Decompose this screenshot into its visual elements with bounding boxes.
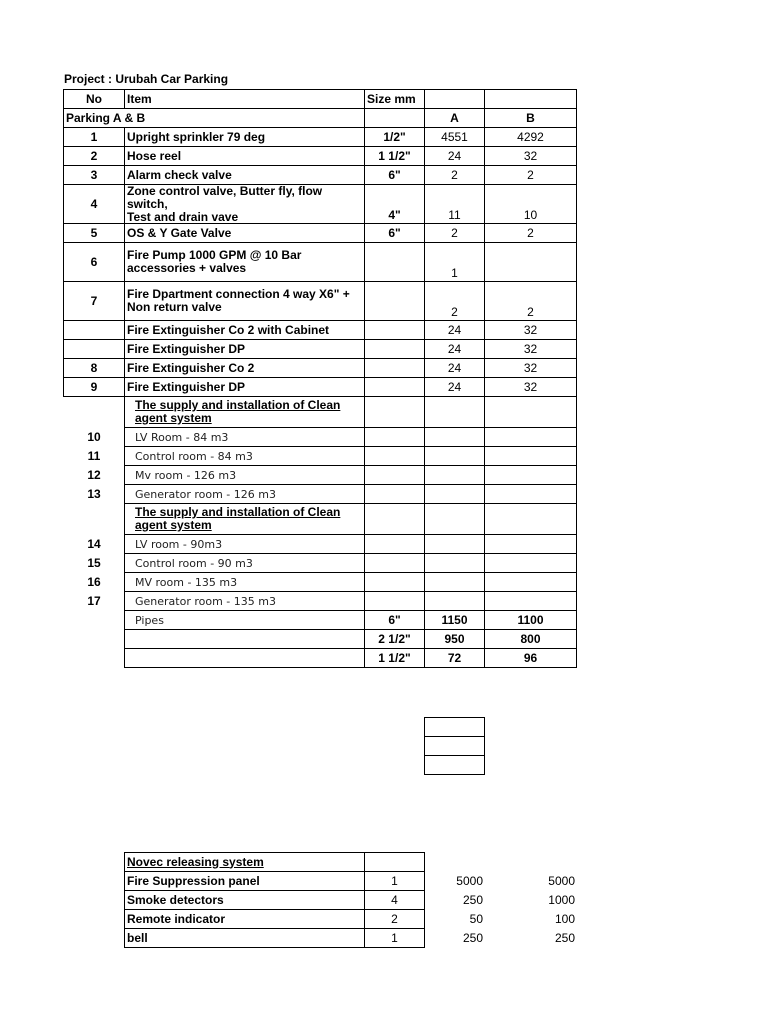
row-item: Fire Extinguisher Co 2 [124, 358, 365, 378]
novec-a: 250 [462, 892, 483, 907]
row-a [424, 446, 485, 466]
row-size: 1 1/2" [364, 146, 425, 166]
row-a: 2 [424, 165, 485, 185]
novec-qty: 2 [364, 909, 425, 929]
empty-box-cell [424, 755, 485, 775]
subheader-size [364, 108, 425, 128]
column-b-label: B [484, 108, 577, 128]
row-b [484, 591, 577, 611]
pipes-a: 950 [424, 629, 485, 649]
row-no: 13 [87, 486, 101, 501]
row-a [424, 484, 485, 504]
row-b: 32 [484, 358, 577, 378]
row-no: 3 [63, 165, 125, 185]
row-b [484, 484, 577, 504]
row-b [484, 465, 577, 485]
row-size [364, 377, 425, 397]
row-no: 8 [63, 358, 125, 378]
row-size [364, 572, 425, 592]
row-no: 2 [63, 146, 125, 166]
row-a: 24 [424, 320, 485, 340]
header-item: Item [124, 89, 365, 109]
row-a [424, 553, 485, 573]
row-size [364, 242, 425, 282]
row-b: 32 [484, 377, 577, 397]
row-size [364, 484, 425, 504]
clean-agent-2-heading: The supply and installation of Clean agent system [124, 503, 365, 535]
row-b: 10 [484, 184, 577, 224]
empty-box-cell [424, 736, 485, 756]
row-size [364, 591, 425, 611]
header-a [424, 89, 485, 109]
clean-agent-1-b [484, 396, 577, 428]
parking-label: Parking A & B [63, 108, 365, 128]
row-a [424, 572, 485, 592]
novec-b: 250 [554, 930, 575, 945]
row-b [484, 534, 577, 554]
row-size: 6" [364, 165, 425, 185]
row-item: Mv room - 126 m3 [124, 465, 365, 485]
row-item: Upright sprinkler 79 deg [124, 127, 365, 147]
row-a: 24 [424, 339, 485, 359]
column-a-label: A [424, 108, 485, 128]
row-size: 1/2" [364, 127, 425, 147]
header-size: Size mm [364, 89, 425, 109]
row-item: MV room - 135 m3 [124, 572, 365, 592]
row-b: 2 [484, 223, 577, 243]
row-b: 32 [484, 320, 577, 340]
row-no: 14 [87, 536, 101, 551]
pipes-b: 800 [484, 629, 577, 649]
novec-b: 5000 [548, 873, 575, 888]
pipes-b: 1100 [484, 610, 577, 630]
row-size [364, 465, 425, 485]
row-item: Control room - 90 m3 [124, 553, 365, 573]
row-no: 12 [87, 467, 101, 482]
row-size: 4" [364, 184, 425, 224]
row-b: 2 [484, 281, 577, 321]
row-item: LV room - 90m3 [124, 534, 365, 554]
row-no: 11 [87, 448, 101, 463]
row-size [364, 534, 425, 554]
row-item: Generator room - 135 m3 [124, 591, 365, 611]
row-a: 2 [424, 223, 485, 243]
row-a: 24 [424, 146, 485, 166]
row-b [484, 446, 577, 466]
novec-a: 5000 [456, 873, 483, 888]
row-item: Control room - 84 m3 [124, 446, 365, 466]
pipes-b: 96 [484, 648, 577, 668]
project-title: Project : Urubah Car Parking [64, 72, 229, 86]
clean-agent-1-a [424, 396, 485, 428]
row-size [364, 427, 425, 447]
row-b: 2 [484, 165, 577, 185]
row-b [484, 427, 577, 447]
row-item: Hose reel [124, 146, 365, 166]
row-size [364, 320, 425, 340]
row-a [424, 534, 485, 554]
pipes-size: 6" [364, 610, 425, 630]
row-a: 2 [424, 281, 485, 321]
novec-item: Remote indicator [124, 909, 365, 929]
row-item: Fire Dpartment connection 4 way X6" + Non return valve [124, 281, 365, 321]
row-item: Zone control valve, Butter fly, flow switch, Test and drain vave [124, 184, 365, 224]
pipes-a: 72 [424, 648, 485, 668]
row-b: 32 [484, 339, 577, 359]
clean-agent-2-size [364, 503, 425, 535]
row-size [364, 339, 425, 359]
row-no [63, 339, 125, 359]
row-b: 4292 [484, 127, 577, 147]
clean-agent-2-b [484, 503, 577, 535]
row-no: 1 [63, 127, 125, 147]
row-size [364, 553, 425, 573]
row-a: 1 [424, 242, 485, 282]
row-no: 5 [63, 223, 125, 243]
pipes-item [124, 648, 365, 668]
clean-agent-2-a [424, 503, 485, 535]
row-b: 32 [484, 146, 577, 166]
clean-agent-1-size [364, 396, 425, 428]
row-b [484, 553, 577, 573]
row-item: Fire Extinguisher DP [124, 377, 365, 397]
row-item: Fire Pump 1000 GPM @ 10 Bar accessories + valves [124, 242, 365, 282]
row-no: 10 [87, 429, 101, 444]
row-no: 7 [63, 281, 125, 321]
novec-item: bell [124, 928, 365, 948]
row-no: 17 [87, 593, 101, 608]
novec-a: 50 [469, 911, 483, 926]
pipes-item [124, 629, 365, 649]
novec-qty-head [364, 852, 425, 872]
pipes-a: 1150 [424, 610, 485, 630]
row-no: 15 [87, 555, 101, 570]
row-a: 24 [424, 377, 485, 397]
row-no: 6 [63, 242, 125, 282]
pipes-item: Pipes [124, 610, 365, 630]
row-a [424, 465, 485, 485]
pipes-size: 1 1/2" [364, 648, 425, 668]
novec-item: Smoke detectors [124, 890, 365, 910]
novec-qty: 4 [364, 890, 425, 910]
novec-qty: 1 [364, 928, 425, 948]
row-size [364, 281, 425, 321]
row-item: LV Room - 84 m3 [124, 427, 365, 447]
row-a [424, 427, 485, 447]
row-size: 6" [364, 223, 425, 243]
novec-a: 250 [462, 930, 483, 945]
row-a: 24 [424, 358, 485, 378]
row-size [364, 446, 425, 466]
pipes-size: 2 1/2" [364, 629, 425, 649]
novec-b: 100 [554, 911, 575, 926]
row-item: Generator room - 126 m3 [124, 484, 365, 504]
row-b [484, 572, 577, 592]
row-a [424, 591, 485, 611]
header-no: No [63, 89, 125, 109]
clean-agent-2-no [63, 503, 125, 535]
row-no: 9 [63, 377, 125, 397]
clean-agent-1-no [63, 396, 125, 428]
row-item: OS & Y Gate Valve [124, 223, 365, 243]
row-a: 4551 [424, 127, 485, 147]
novec-b: 1000 [548, 892, 575, 907]
row-item: Alarm check valve [124, 165, 365, 185]
empty-box-cell [424, 717, 485, 737]
row-b [484, 242, 577, 282]
row-no: 16 [87, 574, 101, 589]
header-b [484, 89, 577, 109]
row-no: 4 [63, 184, 125, 224]
novec-heading: Novec releasing system [124, 852, 365, 872]
row-a: 11 [424, 184, 485, 224]
row-size [364, 358, 425, 378]
row-no [63, 320, 125, 340]
novec-qty: 1 [364, 871, 425, 891]
clean-agent-1-heading: The supply and installation of Clean agent system [124, 396, 365, 428]
novec-item: Fire Suppression panel [124, 871, 365, 891]
row-item: Fire Extinguisher DP [124, 339, 365, 359]
row-item: Fire Extinguisher Co 2 with Cabinet [124, 320, 365, 340]
